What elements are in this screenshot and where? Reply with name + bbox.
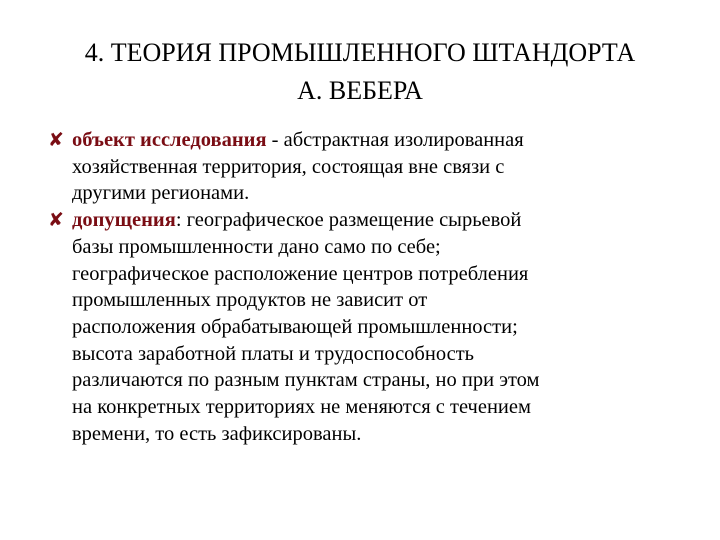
cross-mark-icon: ✘	[48, 209, 64, 232]
bullet-research-object	[48, 127, 696, 207]
bullet-line: базы промышленности дано само по себе;	[72, 235, 441, 258]
bullet-line: высота заработной платы и трудоспособность	[72, 342, 475, 365]
bullet-line: расположения обрабатывающей промышленности;	[72, 315, 518, 338]
bullet-text: : географическое размещение сырьевой	[175, 209, 522, 232]
bullet-line: хозяйственная территория, состоящая вне связи с	[72, 155, 505, 178]
bullet-line: времени, то есть зафиксированы.	[72, 422, 362, 445]
cross-mark-icon: ✘	[48, 129, 64, 151]
bullet-line: другими регионами.	[72, 182, 250, 205]
bullet-term: допущения	[72, 209, 176, 232]
slide-title-line-2: А. ВЕБЕРА	[297, 76, 423, 105]
bullet-term: объект исследования	[72, 129, 267, 151]
bullet-line: географическое расположение центров потребления	[72, 262, 529, 285]
slide-title-line-1: 4. ТЕОРИЯ ПРОМЫШЛЕННОГО ШТАНДОРТА	[84, 38, 636, 67]
bullet-line	[72, 207, 696, 234]
bullet-line: промышленных продуктов не зависит от	[72, 289, 428, 312]
bullet-line: на конкретных территориях не меняются с течением	[72, 396, 531, 419]
bullet-assumptions	[48, 207, 696, 447]
bullet-line: различаются по разным пунктам страны, но при этом	[72, 369, 540, 392]
slide-title	[40, 34, 680, 110]
slide-body	[48, 127, 696, 447]
bullet-line	[72, 127, 696, 154]
bullet-text: - абстрактная изолированная	[266, 129, 524, 151]
